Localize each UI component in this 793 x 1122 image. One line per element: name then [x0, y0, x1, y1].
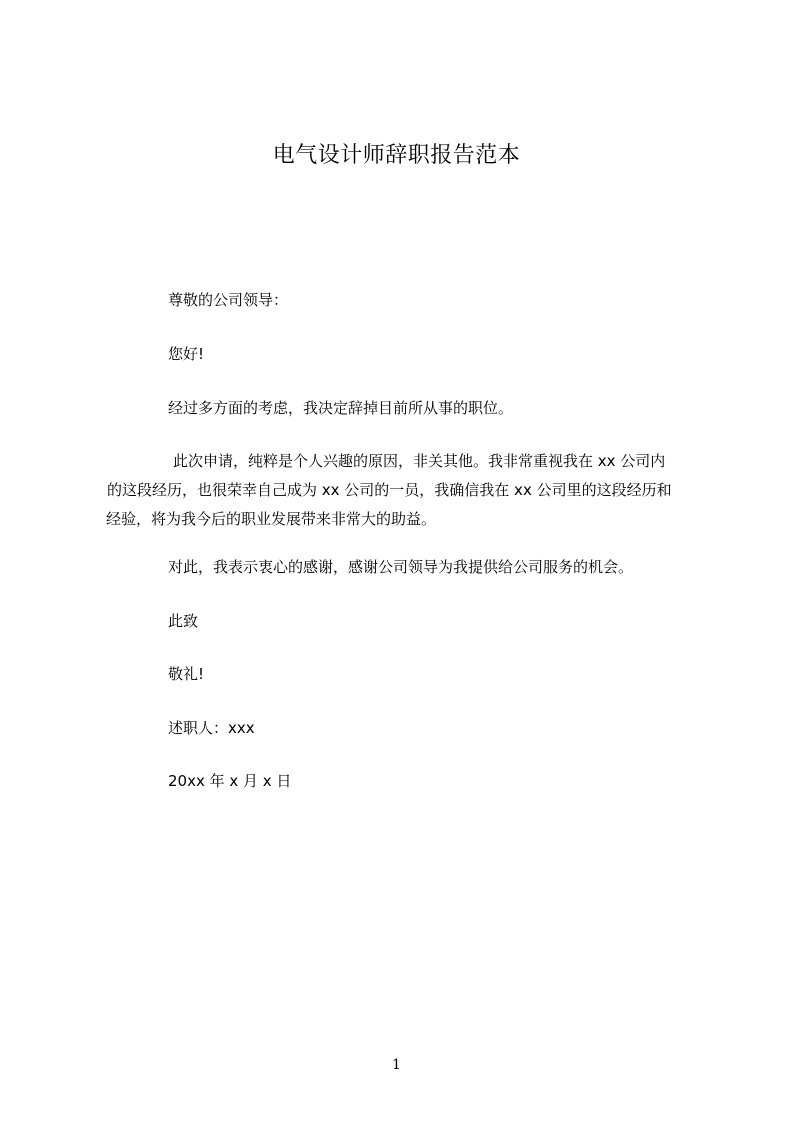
closing-line-1: 此致 [168, 612, 199, 630]
closing-line-2: 敬礼! [168, 665, 205, 683]
paragraph-1: 经过多方面的考虑，我决定辞掉目前所从事的职位。 [168, 399, 514, 417]
date: 20xx 年 x 月 x 日 [168, 772, 292, 790]
paragraph-2 [106, 447, 672, 534]
document-title: 电气设计师辞职报告范本 [272, 143, 521, 168]
paragraph-2-line-1: 此次申请，纯粹是个人兴趣的原因，非关其他。我非常重视我在 xx 公司内 [173, 452, 666, 470]
greeting: 您好! [168, 345, 205, 363]
paragraph-2-line-2: 的这段经历，也很荣幸自己成为 xx 公司的一员，我确信我在 xx 公司里的这段经历和 [107, 481, 672, 499]
signature: 述职人：xxx [168, 719, 255, 737]
paragraph-2-line-3: 经验，将为我今后的职业发展带来非常大的助益。 [106, 510, 437, 528]
paragraph-3: 对此，我表示衷心的感谢，感谢公司领导为我提供给公司服务的机会。 [168, 558, 634, 576]
page-number: 1 [392, 1057, 401, 1073]
salutation: 尊敬的公司领导： [168, 291, 289, 309]
